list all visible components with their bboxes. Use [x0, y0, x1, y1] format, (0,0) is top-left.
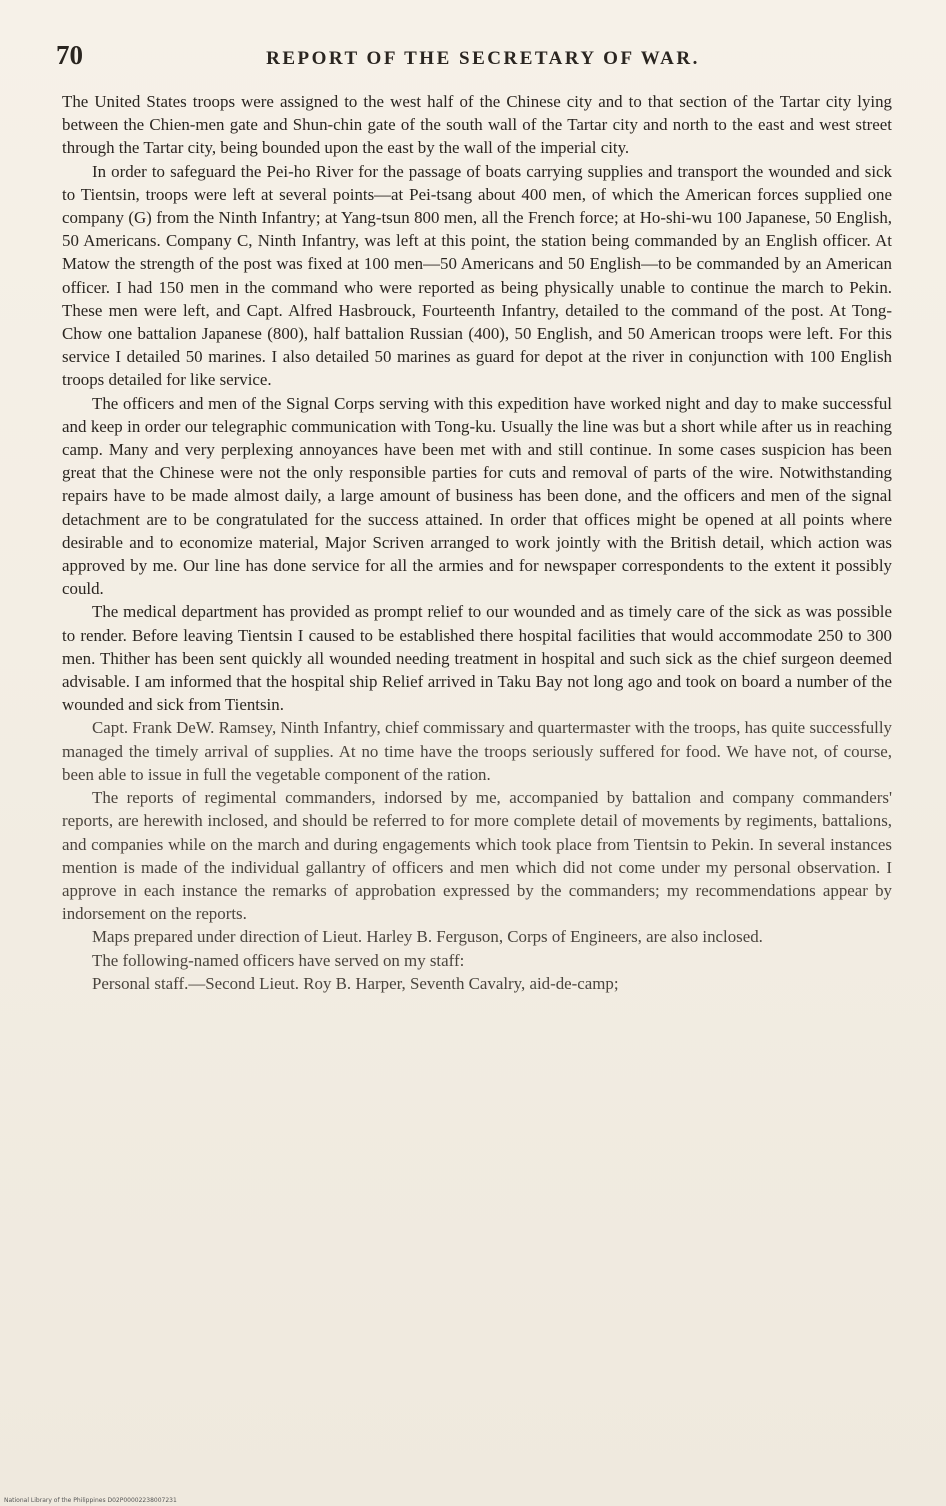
paragraph: In order to safeguard the Pei-ho River for the passage of boats carrying supplies and transport the wounded and sick to Tientsin, troops were left at several points—at Pei-tsang about 400 men, of which the American forces supplied one company (G) from the Ninth Infantry; at Yang-tsun 800 men, all the French force; at Ho-shi-wu 100 Japanese, 50 English, 50 Americans. Company C, Ninth Infantry, was left at this point, the station being commanded by an English officer. At Matow the strength of the post was fixed at 100 men—50 Americans and 50 English—to be commanded by an American officer. I had 150 men in the command who were reported as being physically unable to continue the march to Pekin. These men were left, and Capt. Alfred Hasbrouck, Fourteenth Infantry, detailed to the command of the post. At Tong-Chow one battalion Japanese (800), half battalion Russian (400), 50 English, and 50 American troops were left. For this service I detailed 50 marines. I also detailed 50 marines as guard for depot at the river in conjunction with 100 English troops detailed for like service. — [62, 161, 892, 390]
paragraph: Maps prepared under direction of Lieut. Harley B. Ferguson, Corps of Engineers, are also inclosed. — [92, 927, 763, 947]
scan-footer: National Library of the Philippines D02P00002238007231 — [4, 1497, 177, 1504]
paragraph: The United States troops were assigned to the west half of the Chinese city and to that section of the Tartar city lying between the Chien-men gate and Shun-chin gate of the south wall of the Tartar city and north to the east and west street through the Tartar city, being bounded upon the east by the wall of the imperial city. — [62, 92, 892, 158]
paragraph: The following-named officers have served on my staff: — [92, 950, 465, 970]
page-header — [56, 40, 890, 80]
paragraph: The officers and men of the Signal Corps serving with this expedition have worked night and day to make successful and keep in order our telegraphic communication with Tong-ku. Usually the line was but a short while after us in reaching camp. Many and very perplexing annoyances have been met with and still continue. In some cases suspicion has been great that the Chinese were not the only responsible parties for cuts and removal of parts of the wire. Notwithstanding repairs have to be made almost daily, a large amount of business has been done, and the officers and men of the signal detachment are to be congratulated for the success attained. In order that offices might be opened at all points where desirable and to economize material, Major Scriven arranged to work jointly with the British detail, which action was approved by me. Our line has done service for all the armies and for newspaper correspondents to the extent it possibly could. — [62, 393, 892, 599]
body-text — [62, 90, 892, 995]
running-head: REPORT OF THE SECRETARY OF WAR. — [266, 48, 700, 69]
paragraph: Capt. Frank DeW. Ramsey, Ninth Infantry, chief commissary and quartermaster with the troops, has quite successfully managed the timely arrival of supplies. At no time have the troops seriously suffered for food. We have not, of course, been able to issue in full the vegetable component of the ration. — [62, 718, 892, 784]
paragraph: The medical department has provided as prompt relief to our wounded and as timely care of the sick as was possible to render. Before leaving Tientsin I caused to be established there hospital facilities that would accommodate 250 to 300 men. Thither has been sent quickly all wounded needing treatment in hospital and such sick as the chief surgeon deemed advisable. I am informed that the hospital ship Relief arrived in Taku Bay not long ago and took on board a number of the wounded and sick from Tientsin. — [62, 602, 892, 715]
paragraph: Personal staff.—Second Lieut. Roy B. Harper, Seventh Cavalry, aid-de-camp; — [92, 973, 619, 993]
paragraph: The reports of regimental commanders, indorsed by me, accompanied by battalion and company commanders' reports, are herewith inclosed, and should be referred to for more complete detail of movements by regiments, battalions, and companies while on the march and during engagements which took place from Tientsin to Pekin. In several instances mention is made of the individual gallantry of officers and men which did not come under my personal observation. I approve in each instance the remarks of approbation expressed by the commanders; my recommendations appear by indorsement on the reports. — [62, 788, 892, 924]
page-number: 70 — [56, 40, 83, 70]
